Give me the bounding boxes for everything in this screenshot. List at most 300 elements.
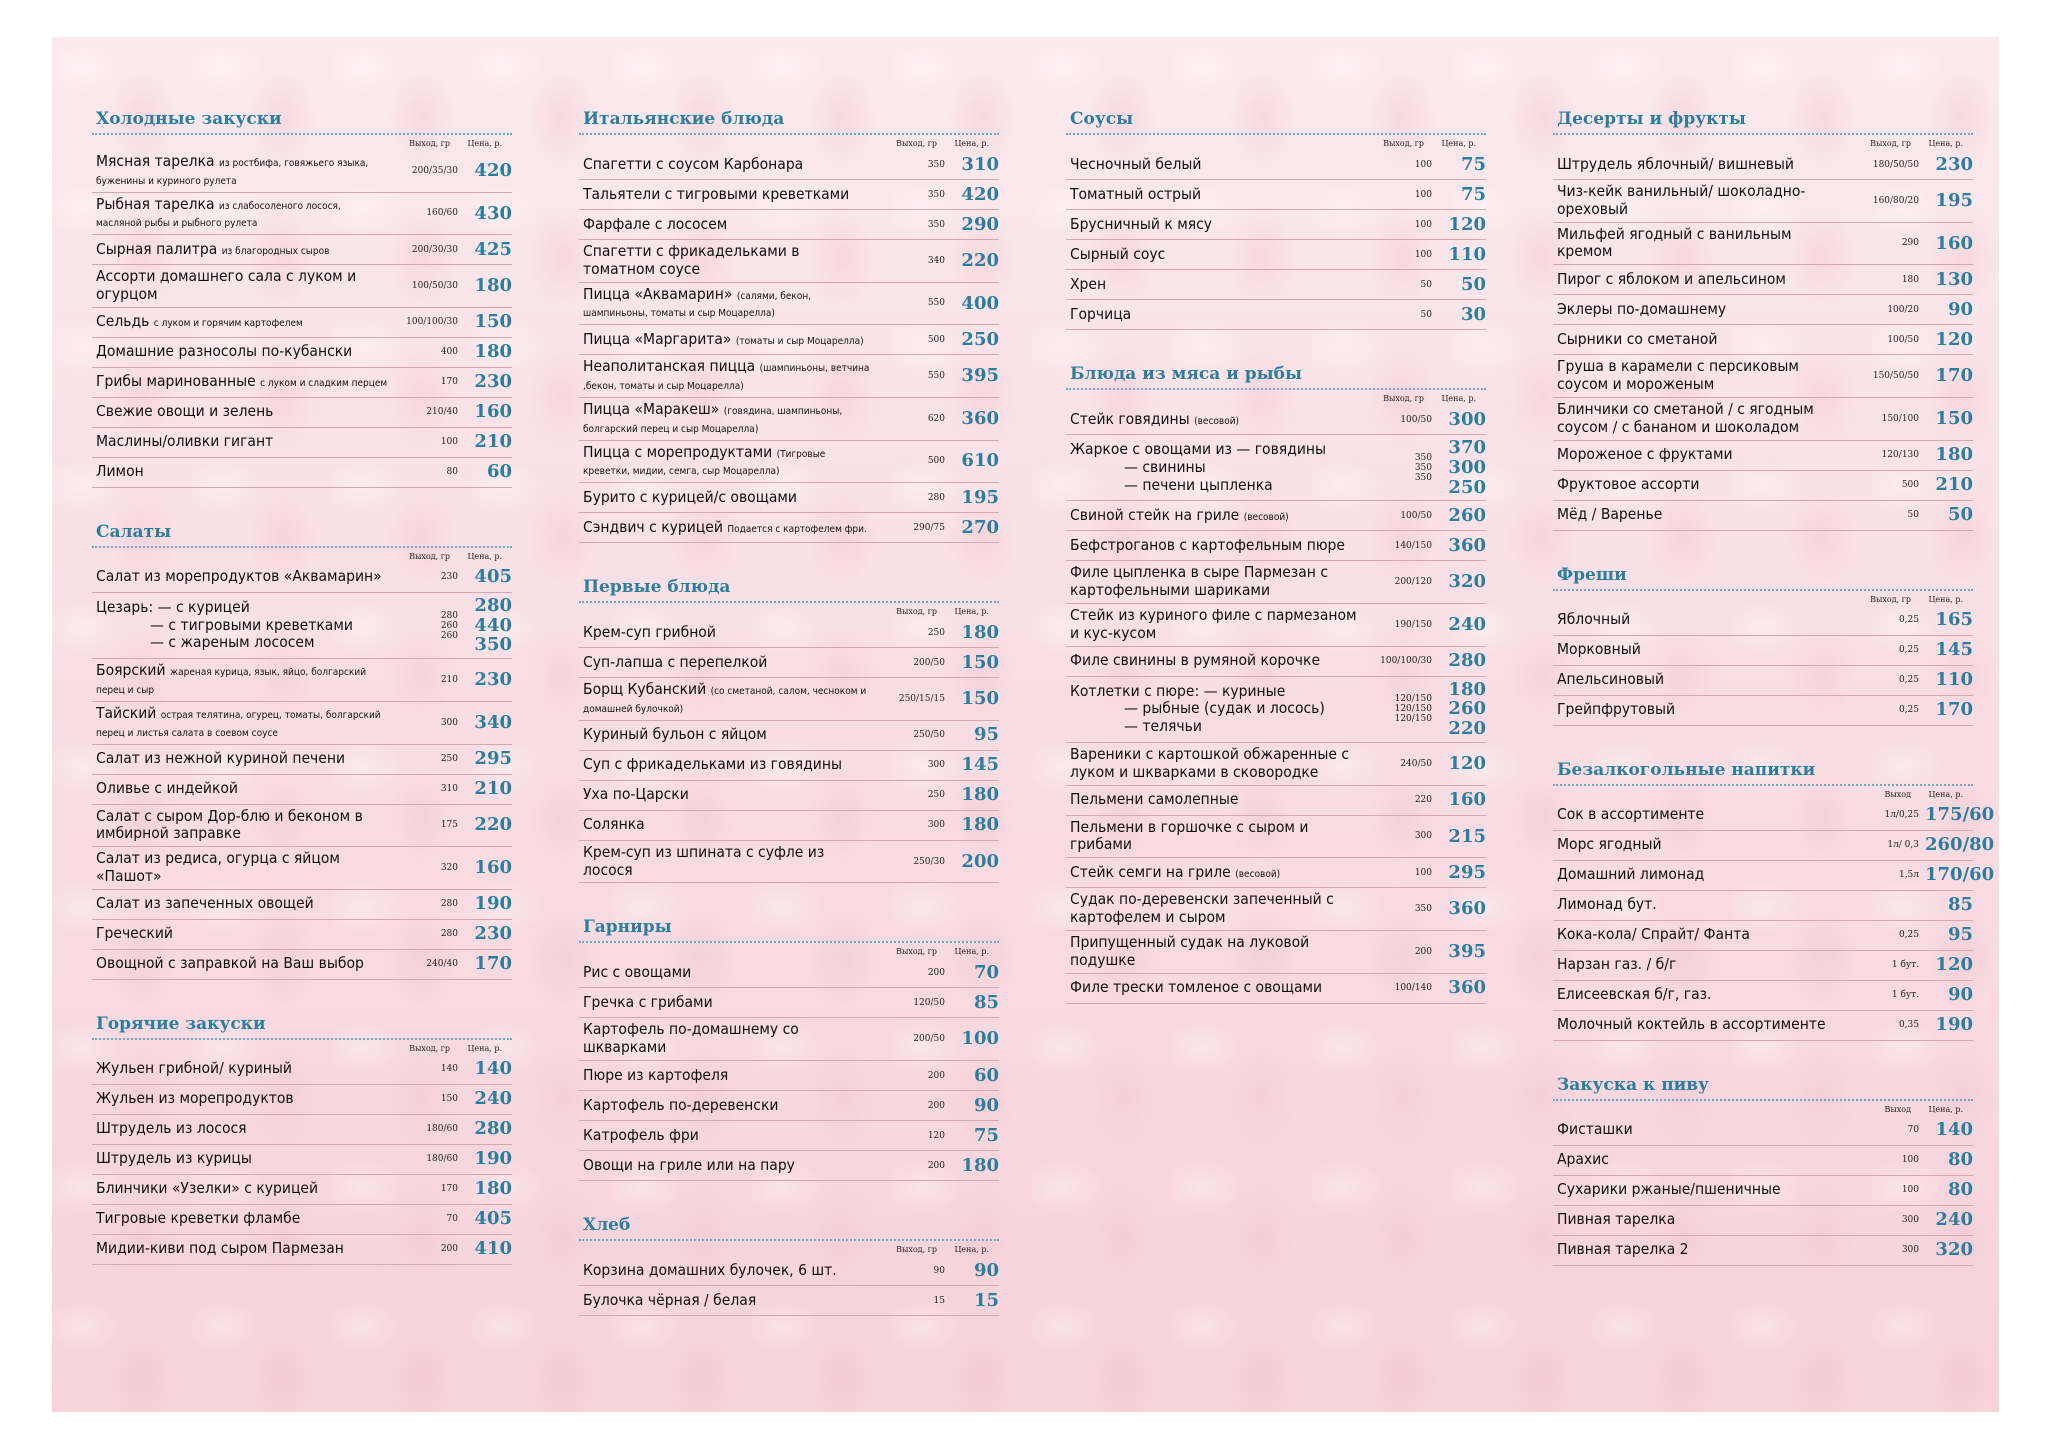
- item-price-block: [464, 954, 512, 974]
- item-weight: 210: [440, 675, 458, 686]
- item-price-block: [464, 894, 512, 914]
- item-name: Рыбная тарелка: [96, 194, 215, 213]
- item-weight: 240/40: [426, 959, 458, 970]
- item-variant-weight: 260: [440, 630, 458, 641]
- column-header: [1553, 786, 1973, 801]
- item-name-block: [583, 216, 875, 234]
- item-price-block: [1925, 366, 1973, 386]
- item-weight-block: [1362, 250, 1432, 260]
- item-price-block: [464, 1179, 512, 1199]
- item-weight: 620: [927, 413, 945, 424]
- item-weight: 100: [1414, 867, 1432, 878]
- item-name: Маслины/оливки гигант: [96, 432, 274, 451]
- item-weight: 280: [440, 610, 458, 621]
- item-price: 120: [1935, 328, 1973, 350]
- item-name: Ассорти домашнего сала с луком и огурцом: [96, 267, 357, 304]
- item-price-block: [951, 689, 999, 709]
- item-weight: 200: [927, 1160, 945, 1171]
- item-weight: 550: [927, 371, 945, 382]
- item-name: Борщ Кубанский: [583, 680, 707, 699]
- item-variant-weight: 120/150: [1394, 704, 1432, 715]
- item-price-block: [951, 963, 999, 983]
- item-name-block: [1070, 564, 1362, 600]
- menu-item: [579, 240, 999, 283]
- item-price: 170: [1935, 699, 1973, 721]
- item-weight-block: [1362, 795, 1432, 805]
- item-weight: 1л/ 0,3: [1887, 840, 1919, 850]
- item-name-block: [1557, 641, 1849, 659]
- item-price: 120: [1448, 213, 1486, 235]
- item-name-block: [1557, 476, 1849, 494]
- item-price: 180: [474, 1178, 512, 1200]
- item-variant: — печени цыпленка: [1124, 475, 1273, 494]
- item-price: 420: [474, 159, 512, 181]
- menu-item: [1066, 786, 1486, 816]
- menu-item: [1066, 974, 1486, 1004]
- item-weight-block: [1362, 904, 1432, 914]
- item-price: 180: [961, 1154, 999, 1176]
- item-weight-block: [875, 523, 945, 533]
- item-weight: 150: [440, 1094, 458, 1105]
- menu-item: [92, 308, 512, 338]
- column-header: [1553, 1101, 1973, 1116]
- menu-section: [579, 917, 999, 1181]
- item-price: 215: [1448, 825, 1486, 847]
- item-price: 145: [961, 754, 999, 776]
- menu-item: [1066, 931, 1486, 974]
- item-price: 195: [1935, 189, 1973, 211]
- item-price: 280: [1448, 650, 1486, 672]
- item-name: Пицца «Маракеш»: [583, 399, 720, 418]
- item-name: Нарзан газ. / б/г: [1557, 955, 1677, 974]
- item-price: 425: [474, 238, 512, 260]
- column-header: [92, 135, 512, 150]
- item-note: из благородных сыров: [221, 245, 330, 257]
- item-weight-block: [1362, 947, 1432, 957]
- menu-item: [1066, 561, 1486, 604]
- item-price: 75: [1460, 183, 1486, 205]
- item-weight: 500: [1901, 480, 1919, 490]
- item-price: 310: [961, 153, 999, 175]
- item-price-block: [951, 409, 999, 429]
- item-name: Салат с сыром Дор-блю и беконом в имбирной заправке: [96, 806, 363, 843]
- item-weight-block: [1849, 414, 1919, 424]
- item-note: жареная курица, язык, яйцо, болгарский перец и сыр: [96, 667, 367, 697]
- item-name: Яблочный: [1557, 610, 1631, 629]
- item-price-block: [951, 330, 999, 350]
- item-price-block: [1925, 1120, 1973, 1140]
- item-weight: 100/50: [1887, 334, 1919, 345]
- item-name: Салат из запеченных овощей: [96, 894, 314, 913]
- item-price-block: [1925, 804, 1995, 826]
- item-name-block: [1070, 746, 1362, 782]
- item-name-block: [96, 313, 388, 331]
- item-name-block: [583, 1067, 875, 1085]
- item-price-block: [464, 815, 512, 835]
- menu-item: [1553, 1176, 1973, 1206]
- item-note: (Тигровые креветки, мидии, семга, сыр Моцарелла): [583, 448, 826, 478]
- item-price-block: [951, 725, 999, 745]
- item-price: 300: [1448, 408, 1486, 430]
- menu-item: [579, 355, 999, 398]
- item-price-block: [1438, 651, 1486, 671]
- item-weight-block: [1849, 675, 1919, 685]
- item-name-block: [1557, 358, 1849, 394]
- item-price-block: [464, 1209, 512, 1229]
- item-weight-block: [1362, 220, 1432, 230]
- item-weight-block: [1849, 450, 1919, 460]
- weight-header: Выход, гр: [1383, 394, 1424, 403]
- item-weight-block: [1849, 305, 1919, 315]
- item-weight: 100: [1414, 249, 1432, 260]
- item-weight: 15: [933, 1295, 945, 1306]
- item-note: (салями, бекон, шампиньоны, томаты и сыр Моцарелла): [583, 290, 812, 320]
- item-name-block: [1557, 866, 1849, 884]
- item-weight-block: [388, 899, 458, 909]
- item-price: 395: [1448, 940, 1486, 962]
- item-name-block: [1070, 934, 1362, 970]
- item-weight: 120/50: [913, 997, 945, 1008]
- item-weight-block: [388, 281, 458, 291]
- item-name: Уха по-Царски: [583, 785, 689, 804]
- item-name: Тайский: [96, 703, 157, 722]
- item-name: Грибы маринованные: [96, 372, 256, 391]
- menu-item: [1066, 240, 1486, 270]
- item-price: 420: [961, 183, 999, 205]
- item-weight-block: [388, 317, 458, 327]
- item-weight-block: [1849, 645, 1919, 655]
- item-name: Гречка с грибами: [583, 992, 713, 1011]
- item-name-block: [96, 1090, 388, 1108]
- item-price-block: [1925, 834, 1995, 856]
- item-price: 75: [1460, 153, 1486, 175]
- menu-section: [1553, 109, 1973, 531]
- item-name-block: [583, 756, 875, 774]
- item-name: Овощной с заправкой на Ваш выбор: [96, 954, 364, 973]
- item-name: Хрен: [1070, 274, 1107, 293]
- item-variant-price: 260: [1448, 698, 1486, 720]
- menu-item: [1553, 606, 1973, 636]
- item-price-block: [1925, 475, 1973, 495]
- menu-item: [1553, 861, 1995, 891]
- item-name: Булочка чёрная / белая: [583, 1290, 757, 1309]
- item-weight-block: [1362, 511, 1432, 521]
- item-name-block: [583, 654, 875, 672]
- item-name: Томатный острый: [1070, 184, 1202, 203]
- item-weight-block: [875, 160, 945, 170]
- item-name: Морс ягодный: [1557, 835, 1662, 854]
- item-price-block: [951, 294, 999, 314]
- item-name: Сырный соус: [1070, 244, 1166, 263]
- item-price-block: [951, 852, 999, 872]
- item-price: 240: [1448, 613, 1486, 635]
- item-name-block: [96, 343, 388, 361]
- item-weight-block: [875, 414, 945, 424]
- menu-item: [92, 775, 512, 805]
- item-price-block: [1438, 572, 1486, 592]
- menu-item: [579, 1091, 999, 1121]
- menu-item: [1553, 1116, 1973, 1146]
- item-weight: 150/100: [1881, 413, 1919, 424]
- item-note: (со сметаной, салом, чесноком и домашней булочкой): [583, 686, 867, 715]
- item-weight-block: [1849, 480, 1919, 490]
- item-price: 240: [1935, 1209, 1973, 1231]
- item-price-block: [464, 1059, 512, 1079]
- item-price: 120: [1935, 954, 1973, 976]
- item-weight: 200: [1414, 946, 1432, 957]
- item-weight: 240/50: [1400, 758, 1432, 769]
- item-price-block: [1925, 1180, 1973, 1200]
- item-name: Филе свинины в румяной корочке: [1070, 651, 1321, 670]
- item-weight-block: [875, 658, 945, 668]
- item-weight-block: [1362, 620, 1432, 630]
- item-weight-block: [388, 437, 458, 447]
- item-weight-block: [388, 863, 458, 873]
- item-name: Лимонад бут.: [1557, 895, 1657, 914]
- item-weight: 140: [440, 1064, 458, 1075]
- item-weight-block: [388, 377, 458, 387]
- item-weight-block: [1362, 577, 1432, 587]
- item-name-block: [583, 1262, 875, 1280]
- item-price: 110: [1935, 669, 1973, 691]
- menu-item: [92, 920, 512, 950]
- item-weight: 70: [1907, 1125, 1919, 1135]
- item-weight: 160/60: [426, 208, 458, 219]
- item-weight: 120/150: [1394, 694, 1432, 705]
- item-name-block: [1557, 1241, 1849, 1259]
- item-variant: — с жареным лососем: [150, 633, 315, 652]
- item-price-block: [1438, 615, 1486, 635]
- price-header: Цена, р.: [1928, 594, 1963, 604]
- item-price-block: [1438, 305, 1486, 325]
- item-note: (томаты и сыр Моцарелла): [735, 335, 864, 347]
- item-price: 290: [961, 213, 999, 235]
- item-note: (весовой): [1243, 511, 1289, 523]
- item-name: Свежие овощи и зелень: [96, 402, 274, 421]
- item-price-block: [951, 785, 999, 805]
- item-price-block: [1925, 1150, 1973, 1170]
- item-name: Припущенный судак на луковой подушке: [1070, 932, 1310, 969]
- item-weight-block: [388, 1064, 458, 1074]
- item-price-block: [1438, 438, 1486, 497]
- section-title: Безалкогольные напитки: [1553, 760, 1973, 786]
- menu-column-1: [92, 109, 512, 1299]
- menu-item: [1553, 666, 1973, 696]
- menu-item: [1553, 831, 1995, 861]
- item-weight: 50: [1420, 309, 1432, 320]
- item-price-block: [1925, 155, 1973, 175]
- item-weight-block: [875, 298, 945, 308]
- item-price-block: [464, 462, 512, 482]
- item-name-block: [583, 964, 875, 982]
- item-name: Бурито с курицей/с овощами: [583, 487, 797, 506]
- item-weight-block: [875, 1034, 945, 1044]
- item-name: Горчица: [1070, 304, 1132, 323]
- item-price-block: [951, 1096, 999, 1116]
- item-name-block: [1070, 186, 1362, 204]
- item-name-block: [1557, 401, 1849, 437]
- item-weight-block: [1362, 415, 1432, 425]
- item-name-block: [583, 1157, 875, 1175]
- price-header: Цена, р.: [467, 551, 502, 561]
- item-name: Груша в карамели с персиковым соусом и мороженым: [1557, 357, 1799, 394]
- item-name-block: [1557, 671, 1849, 689]
- item-price-block: [951, 488, 999, 508]
- item-name-block: [96, 153, 388, 189]
- item-weight-block: [388, 208, 458, 218]
- item-weight: 300: [1901, 1215, 1919, 1225]
- item-name-block: [1557, 986, 1849, 1004]
- item-price: 610: [961, 450, 999, 472]
- item-weight: 100: [1414, 189, 1432, 200]
- item-name: Сельдь: [96, 312, 150, 331]
- item-name-block: [1070, 246, 1362, 264]
- menu-item: [92, 235, 512, 265]
- item-weight-block: [875, 371, 945, 381]
- item-weight: 1л/0,25: [1884, 810, 1919, 820]
- item-name-block: [1557, 956, 1849, 974]
- item-weight: 100/100/30: [1380, 656, 1432, 667]
- item-name: Салат из морепродуктов «Аквамарин»: [96, 567, 382, 586]
- menu-item: [579, 1256, 999, 1286]
- item-price: 405: [474, 566, 512, 588]
- item-price: 230: [474, 669, 512, 691]
- item-weight-block: [388, 166, 458, 176]
- menu-item: [1553, 180, 1973, 223]
- item-weight: 120/130: [1881, 450, 1919, 460]
- menu-item: [579, 398, 999, 441]
- item-name-block: [96, 599, 388, 652]
- item-price-block: [464, 749, 512, 769]
- item-weight-block: [1849, 1020, 1919, 1030]
- item-weight-block: [1849, 810, 1919, 820]
- section-title: Горячие закуски: [92, 1014, 512, 1040]
- item-weight-block: [388, 754, 458, 764]
- item-weight-block: [1849, 1185, 1919, 1195]
- menu-item: [92, 1115, 512, 1145]
- item-name-block: [583, 489, 875, 507]
- item-name-block: [583, 624, 875, 642]
- item-price: 95: [1947, 924, 1973, 946]
- item-price: 30: [1460, 303, 1486, 325]
- item-name: Салат из редиса, огурца с яйцом «Пашот»: [96, 849, 340, 885]
- menu-item: [1066, 270, 1486, 300]
- item-name: Филе цыпленка в сыре Пармезан с картофельными шариками: [1070, 563, 1328, 600]
- item-weight: 200/50: [913, 1034, 945, 1045]
- item-weight: 320: [440, 862, 458, 873]
- item-weight-block: [1362, 759, 1432, 769]
- item-name-block: [96, 403, 388, 421]
- item-price: 180: [1935, 444, 1973, 466]
- item-name-block: [1557, 271, 1849, 289]
- item-name: Фарфале с лососем: [583, 214, 728, 233]
- item-weight-block: [388, 347, 458, 357]
- item-name: Тигровые креветки фламбе: [96, 1209, 301, 1228]
- item-name: Цезарь: — с курицей: [96, 597, 250, 616]
- item-price: 250: [961, 328, 999, 350]
- item-name-block: [583, 401, 875, 437]
- weight-header: Выход: [1884, 789, 1911, 799]
- menu-item: [1553, 1236, 1973, 1266]
- item-weight: 350: [927, 159, 945, 170]
- item-price-block: [464, 161, 512, 181]
- item-name-block: [1070, 652, 1362, 670]
- item-weight-block: [388, 1154, 458, 1164]
- item-name-block: [1557, 156, 1849, 174]
- item-price-block: [464, 342, 512, 362]
- menu-item: [1066, 435, 1486, 501]
- column-header: [92, 1040, 512, 1055]
- item-name: Солянка: [583, 815, 645, 834]
- item-price-block: [1925, 270, 1973, 290]
- menu-item: [1553, 441, 1973, 471]
- item-weight-block: [1849, 1245, 1919, 1255]
- item-weight-block: [388, 467, 458, 477]
- item-weight-block: [1849, 160, 1919, 170]
- item-weight-block: [875, 1101, 945, 1111]
- item-name: Филе трески томленое с овощами: [1070, 978, 1323, 997]
- item-name: Сухарики ржаные/пшеничные: [1557, 1180, 1781, 1199]
- item-price: 150: [961, 651, 999, 673]
- item-name: Спагетти с фрикадельками в томатном соусе: [583, 242, 800, 278]
- item-price: 80: [1947, 1179, 1973, 1201]
- item-name: Жульен из морепродуктов: [96, 1089, 294, 1108]
- menu-item: [92, 593, 512, 659]
- item-name-block: [96, 268, 388, 304]
- item-price: 145: [1935, 639, 1973, 661]
- item-variant-weight: 260: [440, 620, 458, 631]
- item-price-block: [1438, 899, 1486, 919]
- item-price-block: [1438, 185, 1486, 205]
- item-weight-block: [875, 790, 945, 800]
- item-weight-block: [388, 959, 458, 969]
- item-weight-block: [1362, 310, 1432, 320]
- column-header: [579, 603, 999, 618]
- menu-section: [92, 109, 512, 488]
- item-name-block: [96, 850, 388, 886]
- item-weight: 1 бут.: [1891, 960, 1919, 970]
- menu-item: [92, 458, 512, 488]
- item-weight: 300: [927, 760, 945, 771]
- item-name-block: [1070, 979, 1362, 997]
- menu-item: [92, 193, 512, 236]
- menu-item: [1066, 888, 1486, 931]
- item-price: 85: [973, 991, 999, 1013]
- item-weight-block: [388, 784, 458, 794]
- item-name: Мясная тарелка: [96, 152, 215, 170]
- item-price: 395: [961, 365, 999, 387]
- item-weight-block: [388, 820, 458, 830]
- item-name: Тальятели с тигровыми креветками: [583, 184, 850, 203]
- item-name-block: [1070, 607, 1362, 643]
- menu-item: [1553, 325, 1973, 355]
- item-price-block: [464, 567, 512, 587]
- menu-item: [1066, 405, 1486, 435]
- item-price-block: [464, 1089, 512, 1109]
- item-name: Крем-суп из шпината с суфле из лосося: [583, 842, 825, 879]
- item-price-block: [1925, 1240, 1973, 1260]
- menu-item: [1066, 647, 1486, 677]
- item-weight: 340: [927, 255, 945, 266]
- item-name: Пицца с морепродуктами: [583, 442, 773, 461]
- item-price-block: [951, 366, 999, 386]
- item-price: 360: [1448, 898, 1486, 920]
- item-price: 200: [961, 850, 999, 872]
- item-price: 15: [973, 1289, 999, 1311]
- item-price-block: [951, 1029, 999, 1049]
- item-name-block: [1557, 1211, 1849, 1229]
- menu-column-4: [1553, 109, 1995, 1300]
